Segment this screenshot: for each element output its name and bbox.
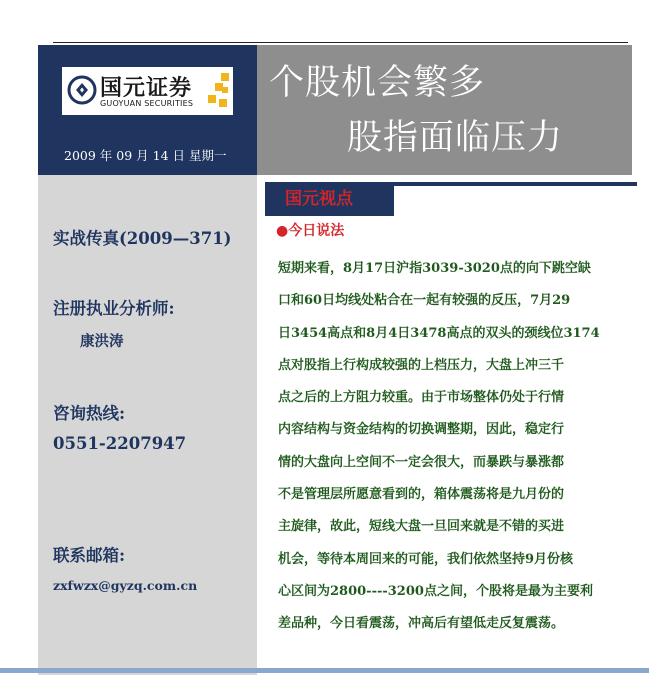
article-line: 内容结构与资金结构的切换调整期，因此，稳定行 xyxy=(278,422,565,438)
report-date: 2009 年 09 月 14 日 星期一 xyxy=(64,148,227,163)
hotline-number: 0551-2207947 xyxy=(53,434,187,453)
logo-emblem-icon xyxy=(67,75,97,105)
email-label: 联系邮箱: xyxy=(53,546,126,565)
article-line: 差品种，今日看震荡，冲高后有望低走反复震荡。 xyxy=(278,616,565,632)
article-line: 主旋律，故此，短线大盘一旦回来就是不错的买进 xyxy=(278,519,565,535)
top-rule xyxy=(53,42,628,43)
hotline-label: 咨询热线: xyxy=(53,404,126,423)
report-number: 实战传真(2009—371) xyxy=(53,229,232,248)
article-line: 机会，等待本周回来的可能，我们依然坚持9月份核 xyxy=(278,551,574,567)
article-body xyxy=(278,253,630,641)
email-address[interactable]: zxfwzx@gyzq.com.cn xyxy=(53,578,198,593)
logo-chinese-name: 国元证券 xyxy=(100,76,193,101)
article-line: 短期来看，8月17日沪指3039-3020点的向下跳空缺 xyxy=(278,261,591,276)
sidebar xyxy=(38,175,257,675)
logo-english-name: GUOYUAN SECURITIES xyxy=(100,99,194,108)
subheading: ●今日说法 xyxy=(276,223,345,239)
article-line: 情的大盘向上空间不一定会很大，而暴跌与暴涨都 xyxy=(278,454,565,470)
article-line: 口和60日均线处粘合在一起有较强的反压，7月29 xyxy=(278,293,571,309)
article-line: 不是管理层所愿意看到的，箱体震荡将是九月份的 xyxy=(278,487,565,503)
logo-squares-icon xyxy=(204,73,230,109)
title-line-1: 个股机会繁多 xyxy=(269,63,486,103)
header-left-panel xyxy=(38,45,257,175)
header-title-panel xyxy=(257,45,632,175)
section-title: 国元视点 xyxy=(265,182,394,216)
article-line: 心区间为2800----3200点之间，个股将是最为主要利 xyxy=(278,583,593,599)
article-line: 日3454高点和8月4日3478高点的双头的颈线位3174 xyxy=(278,325,600,341)
company-logo xyxy=(62,67,233,115)
title-line-2: 股指面临压力 xyxy=(347,118,564,158)
analyst-label: 注册执业分析师: xyxy=(53,299,175,318)
bottom-rule xyxy=(0,668,649,673)
article-line: 点之后的上方阻力较重。由于市场整体仍处于行情 xyxy=(278,390,565,406)
article-line: 点对股指上行构成较强的上档压力，大盘上冲三千 xyxy=(278,357,565,373)
analyst-name: 康洪涛 xyxy=(80,333,124,350)
